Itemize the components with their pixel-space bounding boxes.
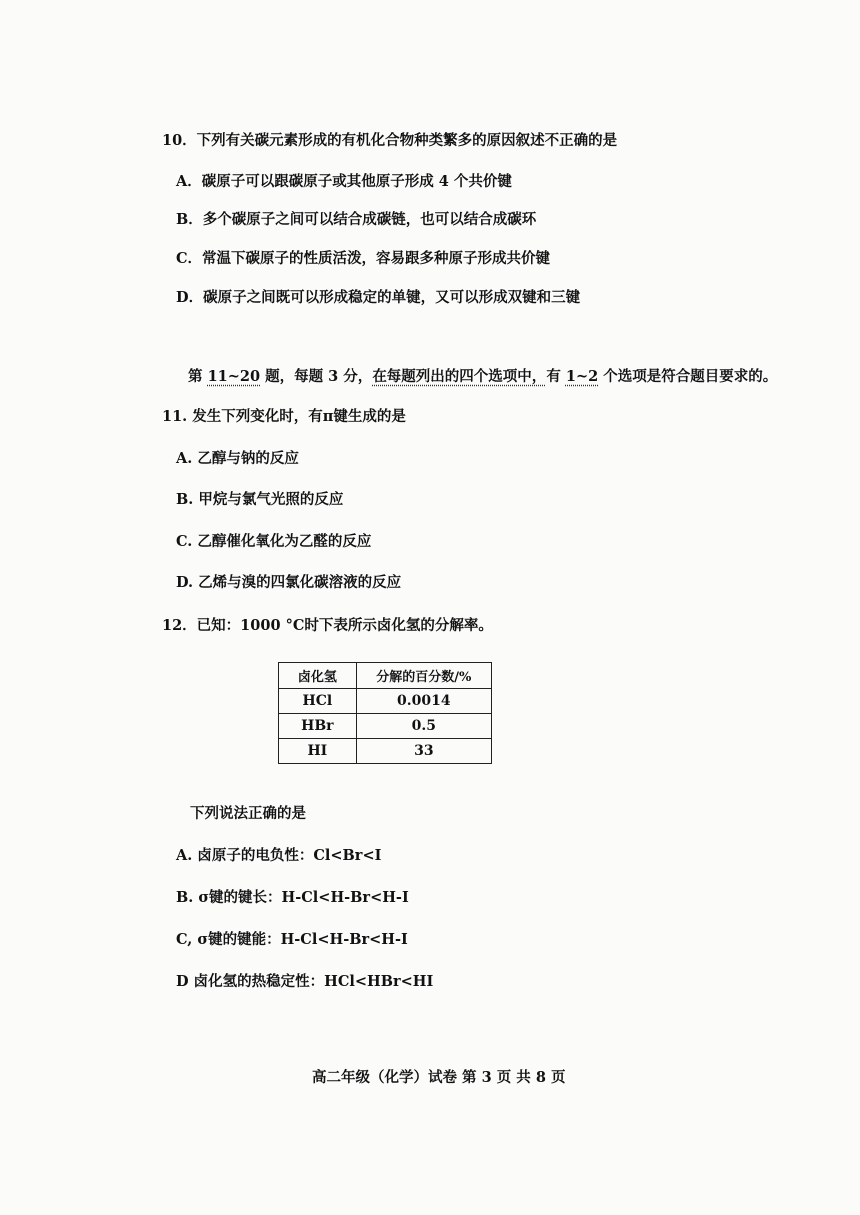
question-12-option-d: D 卤化氢的热稳定性：HCl<HBr<HI (176, 973, 434, 990)
table-row (279, 739, 492, 764)
section-instruction (188, 367, 777, 387)
question-11-option-d: D. 乙烯与溴的四氯化碳溶液的反应 (176, 574, 402, 591)
question-12-option-c: C, σ键的键能：H-Cl<H-Br<H-I (176, 931, 408, 948)
question-10-option-d: D．碳原子之间既可以形成稳定的单键，又可以形成双键和三键 (176, 289, 581, 306)
table-header-cell: 分解的百分数/% (356, 663, 491, 689)
section-instruction-emphasis-1: 在每题列出的四个选项中， (372, 368, 547, 385)
question-12-stem: 12．已知：1000 °C时下表所示卤化氢的分解率。 (162, 617, 493, 634)
question-11-option-b: B. 甲烷与氯气光照的反应 (176, 491, 344, 508)
table-cell: HI (279, 739, 357, 764)
table-row (279, 689, 492, 714)
question-10-stem: 10．下列有关碳元素形成的有机化合物种类繁多的原因叙述不正确的是 (162, 132, 618, 149)
table-cell: 0.0014 (356, 689, 491, 714)
section-instruction-prefix: 第 (188, 368, 208, 385)
section-instruction-range: 11~20 (207, 368, 261, 385)
table-cell: 33 (356, 739, 491, 764)
question-11-option-a: A. 乙醇与钠的反应 (176, 450, 299, 467)
question-11-option-c: C. 乙醇催化氧化为乙醛的反应 (176, 533, 372, 550)
question-12-option-b: B. σ键的键长：H-Cl<H-Br<H-I (176, 889, 409, 906)
question-12-sub-stem: 下列说法正确的是 (190, 805, 306, 822)
table-header-cell: 卤化氢 (279, 663, 357, 689)
page-footer: 高二年级（化学）试卷 第 3 页 共 8 页 (312, 1069, 566, 1086)
question-10-option-b: B．多个碳原子之间可以结合成碳链，也可以结合成碳环 (176, 211, 537, 228)
section-instruction-mid2: 有 (546, 368, 566, 385)
table-cell: 0.5 (356, 714, 491, 739)
section-instruction-suffix: 个选项是符合题目要求的。 (598, 368, 778, 385)
question-12-option-a: A. 卤原子的电负性：Cl<Br<I (176, 847, 382, 864)
question-10-option-a: A．碳原子可以跟碳原子或其他原子形成 4 个共价键 (176, 173, 512, 190)
question-11-stem: 11. 发生下列变化时，有π键生成的是 (162, 408, 406, 425)
question-10-option-c: C．常温下碳原子的性质活泼，容易跟多种原子形成共价键 (176, 250, 551, 267)
table-cell: HCl (279, 689, 357, 714)
section-instruction-emphasis-2: 1~2 (565, 368, 599, 385)
table-cell: HBr (279, 714, 357, 739)
table-row (279, 714, 492, 739)
halide-decomposition-table (278, 662, 492, 764)
table-header-row (279, 663, 492, 689)
section-instruction-mid1: 题，每题 3 分， (260, 368, 373, 385)
